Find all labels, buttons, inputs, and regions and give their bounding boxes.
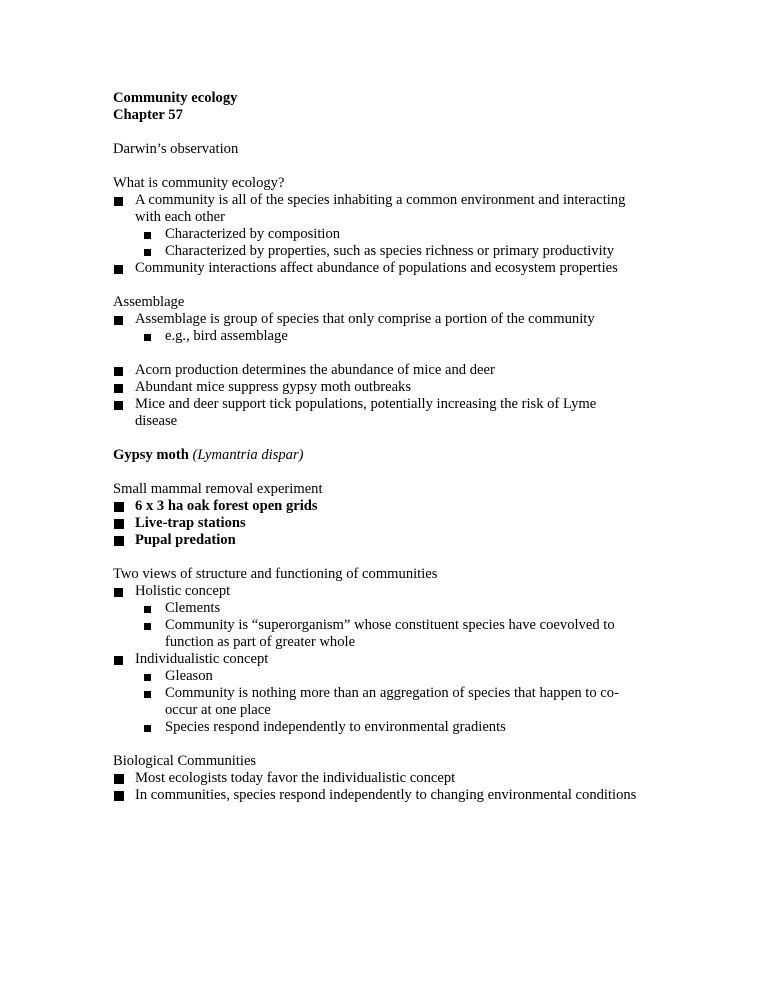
document-title: Community ecology bbox=[113, 90, 238, 106]
square-bullet-icon bbox=[144, 334, 151, 341]
square-bullet-icon bbox=[144, 725, 151, 732]
darwin-heading: Darwin’s observation bbox=[113, 141, 239, 157]
list-item: Holistic concept bbox=[113, 583, 653, 600]
square-bullet-icon bbox=[144, 249, 151, 256]
list-item: Individualistic concept bbox=[113, 651, 653, 668]
list-item: Gleason bbox=[113, 668, 653, 685]
square-bullet-icon bbox=[144, 606, 151, 613]
square-bullet-icon bbox=[114, 265, 123, 274]
square-bullet-icon bbox=[114, 536, 124, 546]
list-item: Community interactions affect abundance of populations and ecosystem properties bbox=[113, 260, 653, 277]
square-bullet-icon bbox=[114, 197, 123, 206]
list-item: Species respond independently to environmental gradients bbox=[113, 719, 653, 736]
list-item: Community is nothing more than an aggregation of species that happen to co- occur at one place bbox=[113, 685, 653, 719]
square-bullet-icon bbox=[114, 316, 123, 325]
square-bullet-icon bbox=[144, 232, 151, 239]
list-item: Mice and deer support tick populations, potentially increasing the risk of Lyme disease bbox=[113, 396, 653, 430]
square-bullet-icon bbox=[114, 502, 124, 512]
list-item: 6 x 3 ha oak forest open grids bbox=[113, 498, 653, 515]
list-item: Clements bbox=[113, 600, 653, 617]
square-bullet-icon bbox=[114, 384, 123, 393]
chapter-label: Chapter 57 bbox=[113, 107, 183, 123]
list-item: Community is “superorganism” whose constituent species have coevolved to function as part of greater whole bbox=[113, 617, 653, 651]
square-bullet-icon bbox=[114, 774, 124, 784]
list-item: Most ecologists today favor the individualistic concept bbox=[113, 770, 653, 787]
list-item: Pupal predation bbox=[113, 532, 653, 549]
list-item: A community is all of the species inhabiting a common environment and interacting with each other bbox=[113, 192, 653, 226]
square-bullet-icon bbox=[114, 588, 123, 597]
square-bullet-icon bbox=[144, 674, 151, 681]
list-item: Characterized by properties, such as species richness or primary productivity bbox=[113, 243, 653, 260]
assemblage-heading: Assemblage bbox=[113, 294, 185, 310]
square-bullet-icon bbox=[114, 401, 123, 410]
list-item: Acorn production determines the abundance of mice and deer bbox=[113, 362, 653, 379]
removal-heading: Small mammal removal experiment bbox=[113, 481, 323, 497]
square-bullet-icon bbox=[114, 656, 123, 665]
list-item: Characterized by composition bbox=[113, 226, 653, 243]
document-body bbox=[113, 90, 653, 804]
list-item: Live-trap stations bbox=[113, 515, 653, 532]
square-bullet-icon bbox=[114, 519, 124, 529]
square-bullet-icon bbox=[114, 791, 124, 801]
bio-communities-heading: Biological Communities bbox=[113, 753, 257, 769]
list-item: In communities, species respond independently to changing environmental conditions bbox=[113, 787, 653, 804]
gypsy-moth-heading: Gypsy moth (Lymantria dispar) bbox=[113, 447, 304, 463]
latin-name: (Lymantria dispar) bbox=[192, 447, 304, 463]
what-is-heading: What is community ecology? bbox=[113, 175, 285, 191]
two-views-heading: Two views of structure and functioning of communities bbox=[113, 566, 438, 582]
list-item: Assemblage is group of species that only comprise a portion of the community bbox=[113, 311, 653, 328]
square-bullet-icon bbox=[114, 367, 123, 376]
list-item: Abundant mice suppress gypsy moth outbreaks bbox=[113, 379, 653, 396]
square-bullet-icon bbox=[144, 691, 151, 698]
square-bullet-icon bbox=[144, 623, 151, 630]
list-item: e.g., bird assemblage bbox=[113, 328, 653, 345]
